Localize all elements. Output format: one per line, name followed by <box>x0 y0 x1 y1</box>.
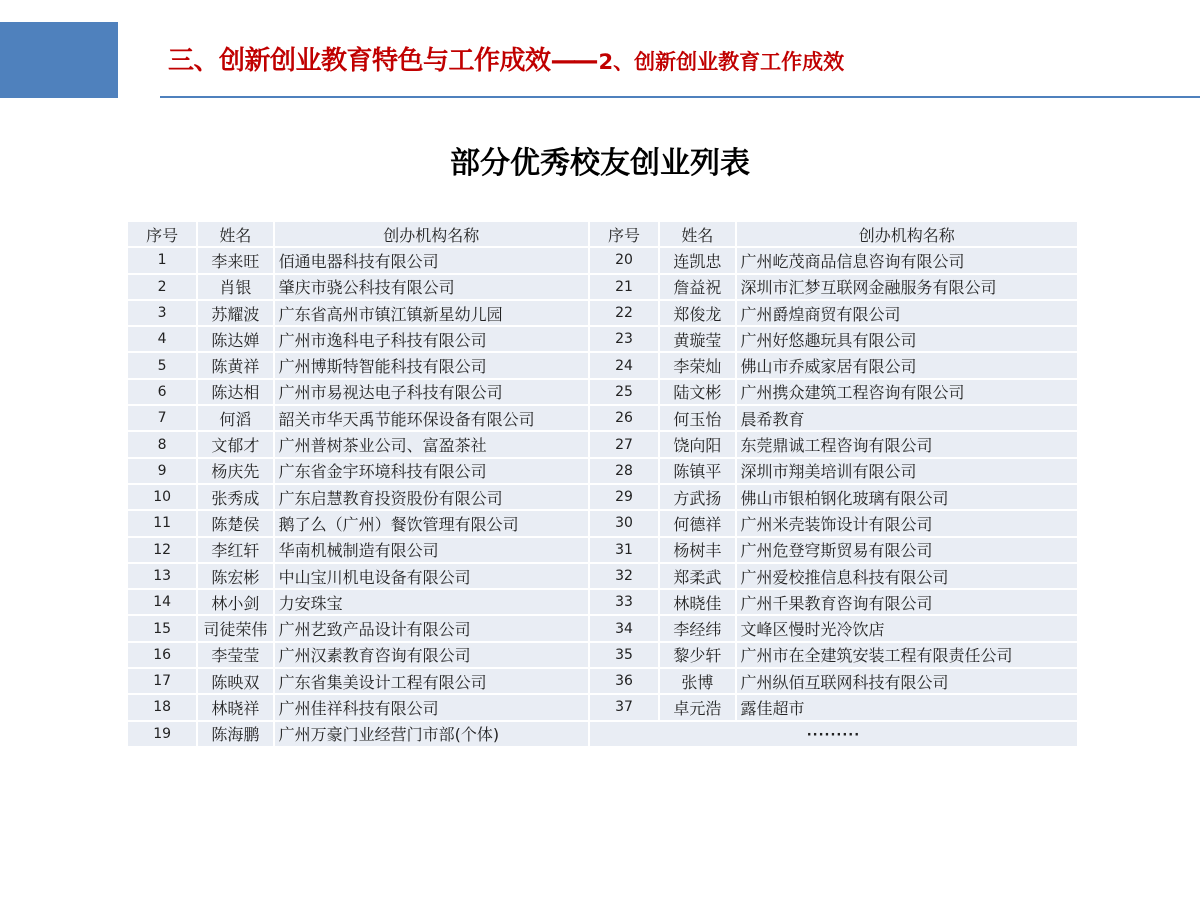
table-row <box>128 695 1077 719</box>
organization-name: 中山宝川机电设备有限公司 <box>275 564 588 588</box>
row-number: 34 <box>590 616 658 640</box>
founder-name: 何德祥 <box>660 511 734 535</box>
table-row <box>128 538 1077 562</box>
row-number: 8 <box>128 432 196 456</box>
founder-name: 苏耀波 <box>198 301 272 325</box>
row-number: 17 <box>128 669 196 693</box>
row-number: 13 <box>128 564 196 588</box>
organization-name: 广州屹茂商品信息咨询有限公司 <box>737 248 1077 272</box>
table-row <box>128 669 1077 693</box>
alumni-startup-table <box>126 220 1079 748</box>
organization-name: 广州万豪门业经营门市部(个体) <box>275 722 588 746</box>
organization-name: 广州佳祥科技有限公司 <box>275 695 588 719</box>
row-number: 29 <box>590 485 658 509</box>
header-accent-block <box>0 22 118 98</box>
row-number: 26 <box>590 406 658 430</box>
header-title-sub: 2、创新创业教育工作成效 <box>598 50 845 74</box>
row-number: 23 <box>590 327 658 351</box>
table-row <box>128 432 1077 456</box>
ellipsis-text: ········· <box>806 728 861 744</box>
organization-name: 广州艺致产品设计有限公司 <box>275 616 588 640</box>
row-number: 27 <box>590 432 658 456</box>
founder-name: 黄璇莹 <box>660 327 734 351</box>
founder-name: 郑柔武 <box>660 564 734 588</box>
continuation-ellipsis <box>590 722 1077 746</box>
organization-name: 广州博斯特智能科技有限公司 <box>275 353 588 377</box>
organization-name: 晨希教育 <box>737 406 1077 430</box>
founder-name: 陈镇平 <box>660 459 734 483</box>
organization-name: 露佳超市 <box>737 695 1077 719</box>
table-header-row <box>128 222 1077 246</box>
row-number: 24 <box>590 353 658 377</box>
organization-name: 鹅了么（广州）餐饮管理有限公司 <box>275 511 588 535</box>
founder-name: 张博 <box>660 669 734 693</box>
row-number: 11 <box>128 511 196 535</box>
organization-name: 东莞鼎诚工程咨询有限公司 <box>737 432 1077 456</box>
founder-name: 连凯忠 <box>660 248 734 272</box>
header-divider <box>160 96 1200 98</box>
founder-name: 林小剑 <box>198 590 272 614</box>
organization-name: 广东省集美设计工程有限公司 <box>275 669 588 693</box>
organization-name: 广东省金宇环境科技有限公司 <box>275 459 588 483</box>
table-row <box>128 485 1077 509</box>
table-row <box>128 459 1077 483</box>
organization-name: 广州千果教育咨询有限公司 <box>737 590 1077 614</box>
founder-name: 方武扬 <box>660 485 734 509</box>
founder-name: 陈黄祥 <box>198 353 272 377</box>
table-row <box>128 353 1077 377</box>
table-body <box>128 222 1077 746</box>
table-row <box>128 275 1077 299</box>
table-row <box>128 380 1077 404</box>
founder-name: 陈楚侯 <box>198 511 272 535</box>
row-number: 37 <box>590 695 658 719</box>
organization-name: 广州纵佰互联网科技有限公司 <box>737 669 1077 693</box>
table-title: 部分优秀校友创业列表 <box>450 146 750 181</box>
organization-name: 广东省高州市镇江镇新星幼儿园 <box>275 301 588 325</box>
table-row <box>128 722 1077 746</box>
row-number: 28 <box>590 459 658 483</box>
row-number: 16 <box>128 643 196 667</box>
organization-name: 广州市在全建筑安装工程有限责任公司 <box>737 643 1077 667</box>
founder-name: 林晓祥 <box>198 695 272 719</box>
organization-name: 华南机械制造有限公司 <box>275 538 588 562</box>
column-header: 序号 <box>128 222 196 246</box>
founder-name: 李荣灿 <box>660 353 734 377</box>
row-number: 35 <box>590 643 658 667</box>
founder-name: 林晓佳 <box>660 590 734 614</box>
founder-name: 詹益祝 <box>660 275 734 299</box>
row-number: 22 <box>590 301 658 325</box>
founder-name: 张秀成 <box>198 485 272 509</box>
founder-name: 李来旺 <box>198 248 272 272</box>
row-number: 1 <box>128 248 196 272</box>
table-row <box>128 301 1077 325</box>
organization-name: 深圳市翔美培训有限公司 <box>737 459 1077 483</box>
founder-name: 李红轩 <box>198 538 272 562</box>
organization-name: 广州米壳装饰设计有限公司 <box>737 511 1077 535</box>
row-number: 10 <box>128 485 196 509</box>
organization-name: 佰通电器科技有限公司 <box>275 248 588 272</box>
table-row <box>128 511 1077 535</box>
organization-name: 广州携众建筑工程咨询有限公司 <box>737 380 1077 404</box>
row-number: 25 <box>590 380 658 404</box>
table-row <box>128 590 1077 614</box>
row-number: 21 <box>590 275 658 299</box>
column-header: 姓名 <box>198 222 272 246</box>
founder-name: 郑俊龙 <box>660 301 734 325</box>
founder-name: 何滔 <box>198 406 272 430</box>
founder-name: 陈海鹏 <box>198 722 272 746</box>
organization-name: 佛山市乔威家居有限公司 <box>737 353 1077 377</box>
organization-name: 肇庆市骁公科技有限公司 <box>275 275 588 299</box>
row-number: 15 <box>128 616 196 640</box>
row-number: 14 <box>128 590 196 614</box>
founder-name: 何玉怡 <box>660 406 734 430</box>
founder-name: 司徒荣伟 <box>198 616 272 640</box>
founder-name: 文郁才 <box>198 432 272 456</box>
organization-name: 广州好悠趣玩具有限公司 <box>737 327 1077 351</box>
organization-name: 广州市易视达电子科技有限公司 <box>275 380 588 404</box>
table-row <box>128 406 1077 430</box>
founder-name: 陆文彬 <box>660 380 734 404</box>
row-number: 30 <box>590 511 658 535</box>
organization-name: 佛山市银柏钢化玻璃有限公司 <box>737 485 1077 509</box>
organization-name: 广州汉素教育咨询有限公司 <box>275 643 588 667</box>
row-number: 19 <box>128 722 196 746</box>
header-title-dash: —— <box>550 46 595 76</box>
row-number: 2 <box>128 275 196 299</box>
row-number: 33 <box>590 590 658 614</box>
column-header: 序号 <box>590 222 658 246</box>
table-row <box>128 248 1077 272</box>
row-number: 6 <box>128 380 196 404</box>
founder-name: 陈映双 <box>198 669 272 693</box>
organization-name: 广州爱校推信息科技有限公司 <box>737 564 1077 588</box>
column-header: 创办机构名称 <box>275 222 588 246</box>
row-number: 12 <box>128 538 196 562</box>
row-number: 18 <box>128 695 196 719</box>
table-row <box>128 616 1077 640</box>
row-number: 3 <box>128 301 196 325</box>
row-number: 7 <box>128 406 196 430</box>
row-number: 9 <box>128 459 196 483</box>
organization-name: 广东启慧教育投资股份有限公司 <box>275 485 588 509</box>
organization-name: 广州普树茶业公司、富盈茶社 <box>275 432 588 456</box>
founder-name: 李莹莹 <box>198 643 272 667</box>
founder-name: 陈达婵 <box>198 327 272 351</box>
founder-name: 卓元浩 <box>660 695 734 719</box>
column-header: 创办机构名称 <box>737 222 1077 246</box>
row-number: 20 <box>590 248 658 272</box>
organization-name: 力安珠宝 <box>275 590 588 614</box>
founder-name: 陈宏彬 <box>198 564 272 588</box>
column-header: 姓名 <box>660 222 734 246</box>
row-number: 5 <box>128 353 196 377</box>
founder-name: 饶向阳 <box>660 432 734 456</box>
table-row <box>128 564 1077 588</box>
founder-name: 杨树丰 <box>660 538 734 562</box>
table-row <box>128 643 1077 667</box>
organization-name: 广州市逸科电子科技有限公司 <box>275 327 588 351</box>
organization-name: 广州危登穹斯贸易有限公司 <box>737 538 1077 562</box>
row-number: 31 <box>590 538 658 562</box>
organization-name: 广州爵煌商贸有限公司 <box>737 301 1077 325</box>
organization-name: 深圳市汇梦互联网金融服务有限公司 <box>737 275 1077 299</box>
organization-name: 文峰区慢时光冷饮店 <box>737 616 1077 640</box>
organization-name: 韶关市华天禹节能环保设备有限公司 <box>275 406 588 430</box>
founder-name: 杨庆先 <box>198 459 272 483</box>
founder-name: 黎少轩 <box>660 643 734 667</box>
header-title-main: 三、创新创业教育特色与工作成效 <box>168 46 551 76</box>
row-number: 36 <box>590 669 658 693</box>
founder-name: 肖银 <box>198 275 272 299</box>
row-number: 32 <box>590 564 658 588</box>
founder-name: 陈达相 <box>198 380 272 404</box>
slide-header-title <box>168 40 844 84</box>
founder-name: 李经纬 <box>660 616 734 640</box>
row-number: 4 <box>128 327 196 351</box>
table-row <box>128 327 1077 351</box>
